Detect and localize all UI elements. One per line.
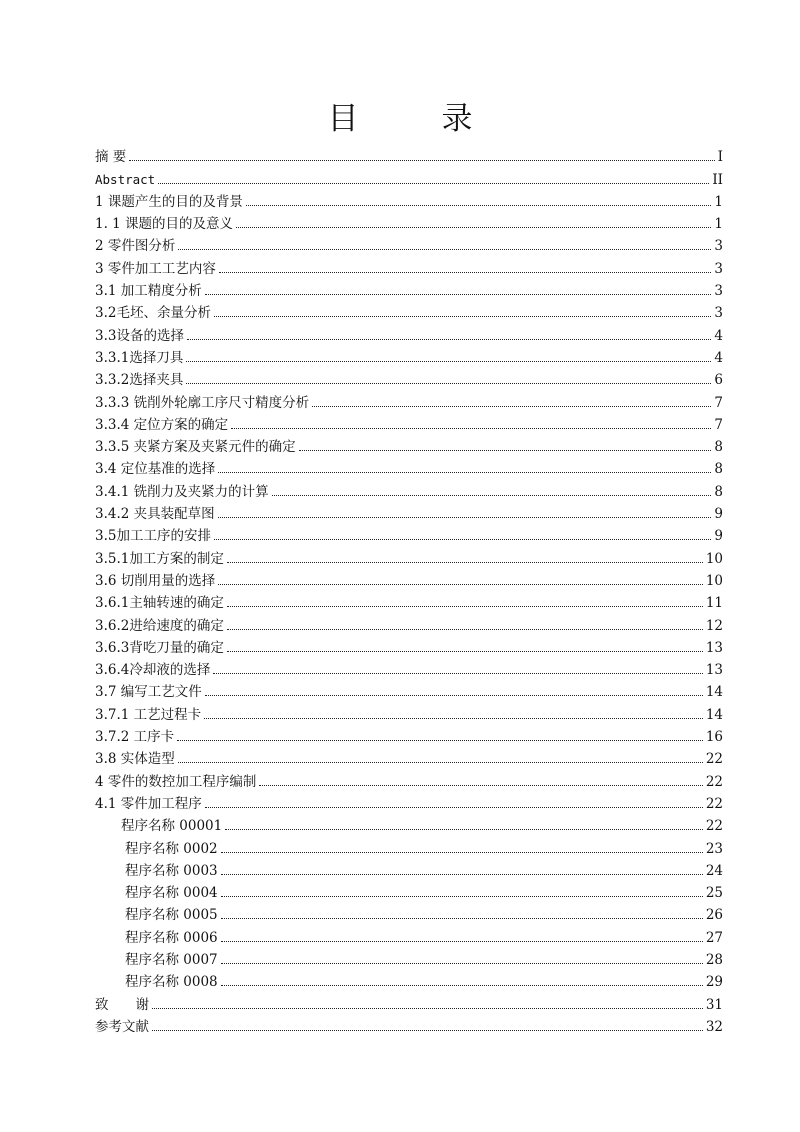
toc-entry-label: 3.5加工工序的安排 (95, 528, 211, 545)
toc-entry[interactable] (95, 678, 723, 700)
toc-entry-label: 2 零件图分析 (95, 238, 176, 255)
toc-entry-label: 程序名称 0007 (125, 951, 218, 968)
toc-entry-label: 3.4 定位基准的选择 (95, 461, 216, 478)
dot-leader (152, 1030, 703, 1031)
toc-entry-page: 23 (705, 840, 723, 857)
toc-entry-page: 16 (705, 729, 723, 746)
toc-entry-page: 4 (714, 349, 723, 366)
dot-leader (205, 695, 703, 696)
toc-entry-label: 摘 要 (95, 149, 127, 166)
toc-entry-page: 28 (705, 951, 723, 968)
dot-leader (187, 339, 711, 340)
dot-leader (312, 406, 711, 407)
toc-entry-page: 32 (705, 1018, 723, 1035)
dot-leader (225, 829, 703, 830)
dot-leader (204, 718, 703, 719)
dot-leader (205, 807, 703, 808)
toc-entry-label: 致 谢 (95, 996, 149, 1013)
toc-entry-page: 27 (705, 929, 723, 946)
dot-leader (178, 249, 711, 250)
toc-entry[interactable] (95, 790, 723, 812)
toc-entry-label: 3.6.1主轴转速的确定 (95, 595, 224, 612)
toc-entry-page: 11 (705, 595, 723, 612)
dot-leader (221, 941, 703, 942)
toc-entry-page: 10 (705, 550, 723, 567)
dot-leader (236, 227, 711, 228)
toc-entry-page: 14 (705, 706, 723, 723)
toc-entry-page: 25 (705, 885, 723, 902)
dot-leader (221, 963, 703, 964)
toc-entry-label: 程序名称 0008 (125, 974, 218, 991)
toc-entry[interactable] (95, 433, 723, 455)
toc-entry-label: 3.3.3 铣削外轮廓工序尺寸精度分析 (95, 394, 310, 411)
toc-entry-label: 3.3.1选择刀具 (95, 349, 184, 366)
toc-entry-label: 程序名称 0005 (125, 907, 218, 924)
toc-entry-label: 1 课题产生的目的及背景 (95, 193, 243, 210)
toc-entry[interactable] (95, 165, 723, 187)
toc-entry-page: 13 (705, 662, 723, 679)
toc-entry-page: 3 (714, 305, 723, 322)
toc-entry[interactable] (95, 366, 723, 388)
toc-entry[interactable] (95, 901, 723, 923)
dot-leader (227, 562, 703, 563)
toc-entry-label: 3.3.5 夹紧方案及夹紧元件的确定 (95, 439, 296, 456)
toc-entry-page: 22 (705, 773, 723, 790)
toc-entry-page: 7 (714, 394, 723, 411)
toc-entry-label: 3.7.2 工序卡 (95, 729, 175, 746)
table-of-contents (95, 143, 723, 1035)
dot-leader (152, 1008, 703, 1009)
toc-entry-page: 3 (714, 283, 723, 300)
toc-entry[interactable] (95, 946, 723, 968)
toc-entry[interactable] (95, 812, 723, 834)
toc-entry-label: Abstract (95, 171, 156, 187)
toc-entry[interactable] (95, 767, 723, 789)
dot-leader (186, 361, 711, 362)
toc-entry[interactable] (95, 277, 723, 299)
toc-entry-page: 31 (705, 996, 723, 1013)
toc-entry[interactable] (95, 299, 723, 321)
toc-entry-label: 4.1 零件加工程序 (95, 795, 202, 812)
toc-entry[interactable] (95, 388, 723, 410)
dot-leader (221, 985, 703, 986)
toc-entry-page: 3 (714, 260, 723, 277)
toc-entry[interactable] (95, 1013, 723, 1035)
dot-leader (205, 294, 712, 295)
toc-entry[interactable] (95, 834, 723, 856)
toc-entry-label: 3.4.2 夹具装配草图 (95, 506, 215, 523)
toc-entry[interactable] (95, 723, 723, 745)
toc-entry-label: 3.6.4冷却液的选择 (95, 662, 211, 679)
toc-entry-label: 3.6 切削用量的选择 (95, 572, 216, 589)
dot-leader (221, 874, 703, 875)
toc-entry[interactable] (95, 232, 723, 254)
toc-entry-label: 3 零件加工工艺内容 (95, 260, 216, 277)
toc-entry-label: 3.3设备的选择 (95, 327, 184, 344)
toc-entry[interactable] (95, 857, 723, 879)
dot-leader (227, 606, 703, 607)
dot-leader (218, 472, 711, 473)
toc-entry-page: 22 (705, 795, 723, 812)
toc-entry[interactable] (95, 745, 723, 767)
toc-entry-label: 3.4.1 铣削力及夹紧力的计算 (95, 483, 269, 500)
toc-entry-page: 9 (714, 528, 723, 545)
toc-entry-page: 8 (714, 483, 723, 500)
toc-entry-label: 3.7.1 工艺过程卡 (95, 706, 202, 723)
toc-entry-page: 1 (714, 193, 723, 210)
dot-leader (214, 539, 711, 540)
toc-entry[interactable] (95, 411, 723, 433)
toc-entry[interactable] (95, 634, 723, 656)
toc-entry-page: 29 (705, 974, 723, 991)
dot-leader (186, 383, 711, 384)
dot-leader (259, 785, 702, 786)
toc-entry[interactable] (95, 321, 723, 343)
dot-leader (227, 629, 703, 630)
toc-entry[interactable] (95, 344, 723, 366)
toc-entry-label: 程序名称 00001 (121, 818, 223, 835)
toc-entry-label: 程序名称 0006 (125, 929, 218, 946)
toc-entry-label: 参考文献 (95, 1018, 149, 1035)
toc-entry[interactable] (95, 656, 723, 678)
toc-entry-page: 14 (705, 684, 723, 701)
dot-leader (299, 450, 712, 451)
toc-entry[interactable] (95, 567, 723, 589)
toc-entry-label: 3.2毛坯、余量分析 (95, 305, 211, 322)
toc-entry-page: II (712, 171, 723, 188)
toc-entry-page: 10 (705, 572, 723, 589)
toc-entry[interactable] (95, 188, 723, 210)
toc-entry[interactable] (95, 923, 723, 945)
dot-leader (129, 160, 714, 161)
toc-entry[interactable] (95, 700, 723, 722)
toc-entry[interactable] (95, 544, 723, 566)
toc-entry[interactable] (95, 522, 723, 544)
toc-entry[interactable] (95, 879, 723, 901)
dot-leader (246, 205, 712, 206)
toc-entry[interactable] (95, 500, 723, 522)
dot-leader (218, 584, 703, 585)
toc-entry-label: 程序名称 0003 (125, 862, 218, 879)
toc-entry-page: 1 (714, 216, 723, 233)
toc-entry-page: 8 (714, 439, 723, 456)
toc-entry-page: I (717, 149, 723, 166)
toc-entry[interactable] (95, 589, 723, 611)
dot-leader (227, 651, 703, 652)
dot-leader (214, 316, 711, 317)
toc-entry-label: 3.5.1加工方案的制定 (95, 550, 224, 567)
dot-leader (221, 896, 703, 897)
toc-entry-page: 13 (705, 639, 723, 656)
dot-leader (231, 428, 711, 429)
toc-entry[interactable] (95, 990, 723, 1012)
toc-entry-label: 4 零件的数控加工程序编制 (95, 773, 257, 790)
toc-entry-label: 3.3.4 定位方案的确定 (95, 416, 229, 433)
toc-entry-label: 3.6.3背吃刀量的确定 (95, 639, 224, 656)
toc-entry[interactable] (95, 455, 723, 477)
toc-entry-page: 26 (705, 907, 723, 924)
toc-entry-label: 3.3.2选择夹具 (95, 372, 184, 389)
toc-entry-label: 3.6.2进给速度的确定 (95, 617, 224, 634)
toc-entry-label: 程序名称 0004 (125, 885, 218, 902)
toc-entry-label: 3.7 编写工艺文件 (95, 684, 202, 701)
toc-entry[interactable] (95, 611, 723, 633)
toc-entry-page: 3 (714, 238, 723, 255)
toc-entry-page: 7 (714, 416, 723, 433)
dot-leader (158, 183, 709, 184)
toc-entry[interactable] (95, 143, 723, 165)
dot-leader (221, 852, 703, 853)
dot-leader (178, 762, 703, 763)
dot-leader (177, 740, 703, 741)
toc-entry-page: 9 (714, 506, 723, 523)
toc-entry-label: 3.8 实体造型 (95, 751, 175, 768)
toc-entry-label: 程序名称 0002 (125, 840, 218, 857)
dot-leader (219, 272, 712, 273)
dot-leader (218, 517, 712, 518)
toc-title: 目 录 (327, 101, 499, 137)
toc-entry[interactable] (95, 210, 723, 232)
dot-leader (221, 918, 703, 919)
toc-entry-page: 24 (705, 862, 723, 879)
toc-entry[interactable] (95, 477, 723, 499)
toc-entry-page: 6 (714, 372, 723, 389)
toc-entry-page: 8 (714, 461, 723, 478)
toc-entry[interactable] (95, 254, 723, 276)
toc-entry-label: 1. 1 课题的目的及意义 (95, 216, 234, 233)
toc-entry-label: 3.1 加工精度分析 (95, 283, 202, 300)
toc-entry-page: 12 (705, 617, 723, 634)
dot-leader (213, 673, 702, 674)
toc-entry-page: 22 (705, 818, 723, 835)
toc-entry[interactable] (95, 968, 723, 990)
toc-entry-page: 22 (705, 751, 723, 768)
dot-leader (272, 495, 712, 496)
toc-entry-page: 4 (714, 327, 723, 344)
